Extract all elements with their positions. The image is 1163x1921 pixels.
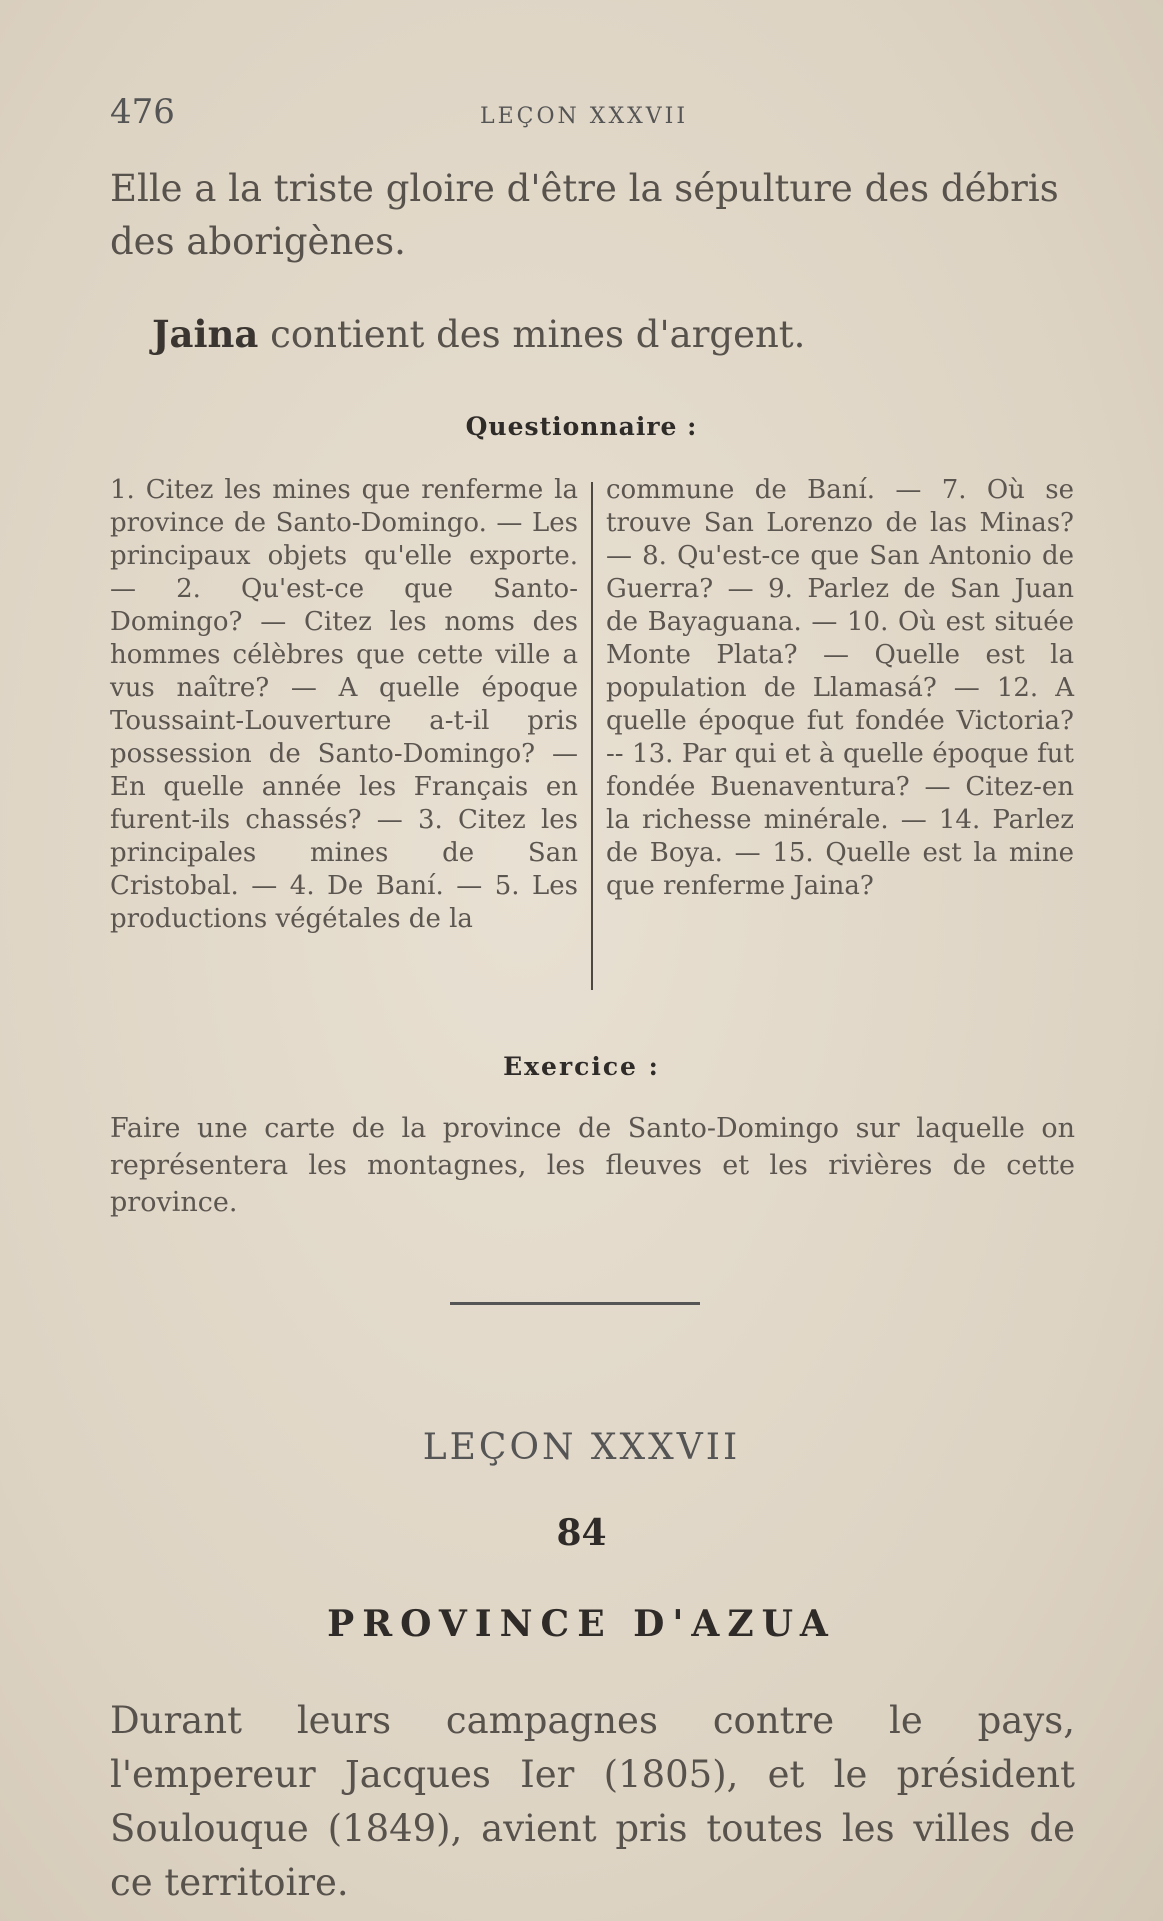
questionnaire-heading: Questionnaire : [465, 412, 698, 441]
exercise-heading: Exercice : [503, 1052, 660, 1081]
section-separator [450, 1302, 700, 1305]
exercise-text: Faire une carte de la province de Santo-Domingo sur laquelle on représentera les montagnes, les fleuves et les rivières de cette province. [110, 1113, 1075, 1218]
questionnaire-right-column: commune de Baní. — 7. Où se trouve San Lorenzo de las Minas? — 8. Qu'est-ce que San Antonio de Guerra? — 9. Parlez de San Juan de Bayaguana. — 10. Où est située Monte Plata? — Quelle est la population de Llamasá? — 12. A quelle époque fut fondée Victoria? -- 13. Par qui et à quelle époque fut fondée Buenaventura? — Citez-en la richesse minérale. — 14. Parlez de Boya. — 15. Quelle est la mine que renferme Jaina? [606, 475, 1074, 901]
azua-paragraph: Durant leurs campagnes contre le pays, l'empereur Jacques Ier (1805), et le président Soulouque (1849), avient pris toutes les villes de ce territoire. [110, 1699, 1075, 1904]
questionnaire-left-column: 1. Citez les mines que renferme la province de Santo-Domingo. — Les principaux objets qu'elle exporte. — 2. Qu'est-ce que Santo-Domingo? — Citez les noms des hommes célèbres que cette ville a vus naître? — A quelle époque Toussaint-Louverture a-t-il pris possession de Santo-Domingo? — En quelle année les Français en furent-ils chassés? — 3. Citez les principales mines de San Cristobal. — 4. De Baní. — 5. Les productions végétales de la [110, 475, 578, 934]
page-header [110, 92, 1053, 142]
jaina-name: Jaina [152, 312, 259, 356]
running-title: LEÇON XXXVII [480, 104, 689, 129]
jaina-paragraph [152, 308, 1052, 361]
page-number: 476 [110, 92, 175, 132]
column-divider [591, 482, 593, 990]
lesson-title: LEÇON XXXVII [422, 1427, 741, 1468]
section-number: 84 [556, 1512, 607, 1554]
province-title: PROVINCE D'AZUA [327, 1603, 836, 1645]
jaina-text: contient des mines d'argent. [258, 313, 806, 356]
intro-paragraph: Elle a la triste gloire d'être la sépulture des débris des aborigènes. [110, 167, 1059, 263]
